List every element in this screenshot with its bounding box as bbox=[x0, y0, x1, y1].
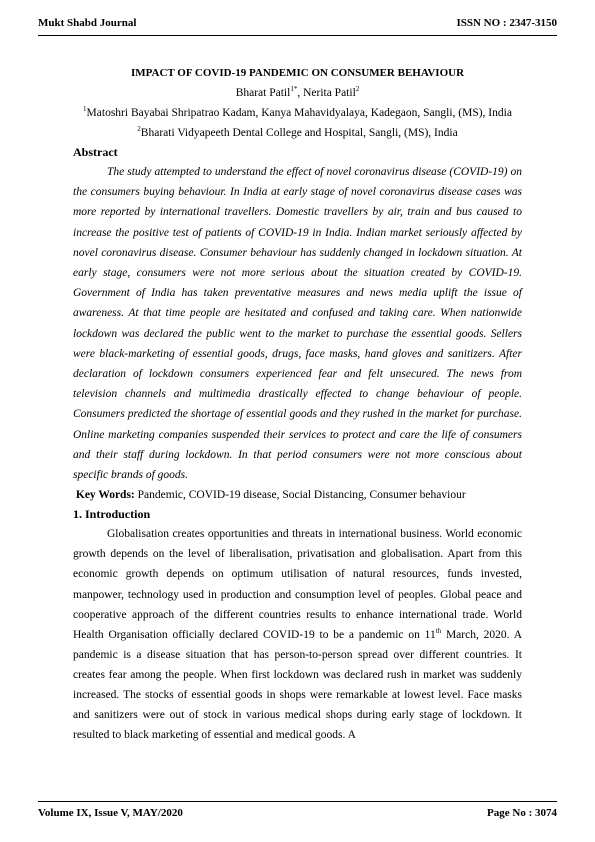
author-2-marker: 2 bbox=[355, 85, 360, 94]
keywords-line bbox=[73, 485, 522, 505]
issn-number: ISSN NO : 2347-3150 bbox=[456, 17, 557, 29]
abstract-heading: Abstract bbox=[73, 145, 118, 159]
author-1-marker: 1* bbox=[290, 85, 298, 94]
author-line bbox=[73, 83, 522, 103]
page-number: Page No : 3074 bbox=[487, 807, 557, 819]
introduction-heading: 1. Introduction bbox=[73, 507, 151, 522]
affiliation-1 bbox=[73, 103, 522, 123]
affiliation-2-marker: 2 bbox=[137, 125, 141, 134]
ordinal-suffix: th bbox=[435, 626, 442, 635]
paper-title: IMPACT OF COVID-19 PANDEMIC ON CONSUMER BEHAVIOUR bbox=[130, 67, 465, 79]
volume-issue: Volume IX, Issue V, MAY/2020 bbox=[38, 807, 183, 819]
keywords-label: Key Words: bbox=[75, 489, 135, 502]
header-rule bbox=[38, 35, 557, 36]
affiliation-2 bbox=[73, 123, 522, 143]
affiliation-2-text: Bharati Vidyapeeth Dental College and Hospital, Sangli, (MS), India bbox=[140, 127, 458, 139]
author-1: Bharat Patil bbox=[235, 87, 291, 99]
affiliation-1-marker: 1 bbox=[83, 105, 87, 114]
intro-text-part-1: Globalisation creates opportunities and threats in international business. World economic growth depends on the level of liberalisation, privatisation and globalisation. Apart from this economic growth depends on optimum utilisation of natural resources, funds invested, manpower, technology used in production and consumption level of peoples. Global peace and cooperative approach of the different countries results to enhance international trade. World Health Organisation officially declared COVID-19 to be a pandemic on 11 bbox=[73, 528, 522, 641]
footer-rule bbox=[38, 801, 557, 802]
journal-name: Mukt Shabd Journal bbox=[38, 17, 137, 29]
abstract-text: The study attempted to understand the effect of novel coronavirus disease (COVID-19) on the consumers buying behaviour. In India at early stage of novel coronavirus disease cases was more reported by international travellers. Domestic travellers by air, train and bus caused to increase the positive test of patients of COVID-19 in India. Indian market seriously affected by novel coronavirus disease. Consumer behaviour has suddenly changed in lockdown situation. At early stage, consumers were not more serious about the situation created by COVID-19. Government of India has taken preventative measures and news media uplift the issue of awareness. At that time people are hesitated and confused and taking care. When nationwide lockdown was declared the public went to the market to purchase the essential goods. Sellers were black-marketing of essential goods, drugs, face masks, hand gloves and sanitizers. After declaration of lockdown consumers experienced fear and felt unsecured. The news from television channels and multimedia drastically effected to change behaviour of people. Consumers predicted the shortage of essential goods and they rushed in the market for purchase. Online marketing companies suspended their services to protect and care the life of consumers and their staff during lockdown. In that period consumers were not more conscious about specific brands of goods. bbox=[73, 166, 522, 482]
affiliation-1-text: Matoshri Bayabai Shripatrao Kadam, Kanya Mahavidyalaya, Kadegaon, Sangli, (MS), India bbox=[86, 107, 512, 119]
introduction-paragraph bbox=[73, 524, 522, 745]
intro-text-part-2: March, 2020. A pandemic is a disease situation that has person-to-person spread over different countries. It creates fear among the people. When first lockdown was declared rush in market was suddenly increased. The stocks of essential goods in shops were remarkable at lowest level. Face masks and sanitizers were out of stock in various medical shops during early stage of lockdown. It resulted to black marketing of essential and medical goods. A bbox=[73, 628, 523, 742]
author-separator: , bbox=[297, 87, 304, 99]
author-2: Nerita Patil bbox=[303, 87, 356, 99]
keywords-text: Pandemic, COVID-19 disease, Social Distancing, Consumer behaviour bbox=[134, 489, 466, 502]
page-content bbox=[73, 66, 522, 745]
